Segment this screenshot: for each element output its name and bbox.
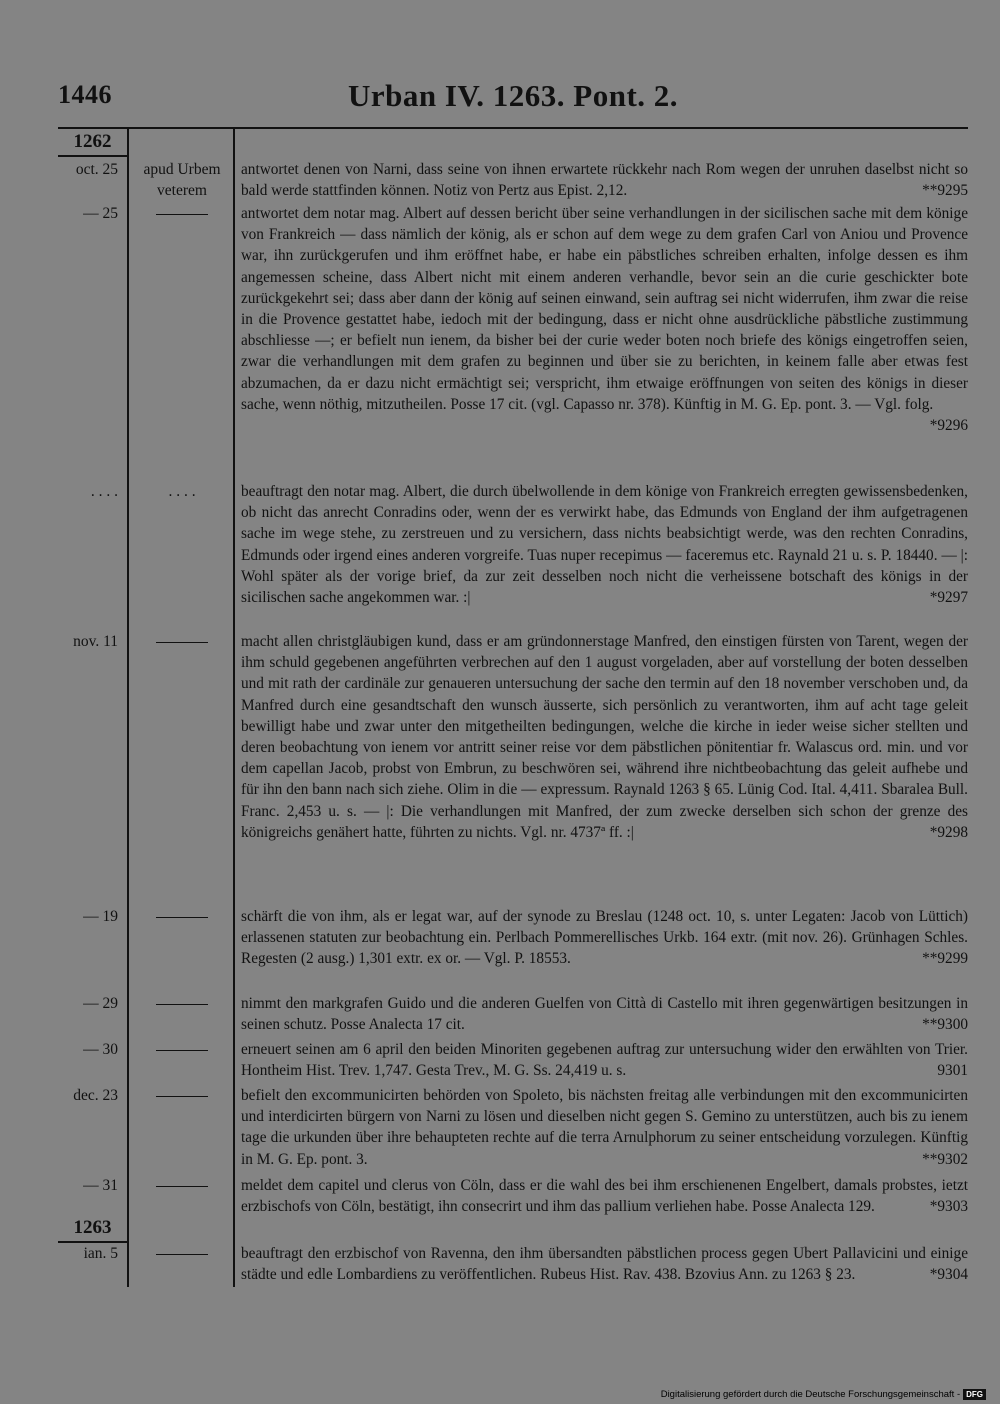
ditto-dash bbox=[156, 1254, 208, 1255]
year-rule bbox=[58, 155, 128, 157]
entry-text bbox=[241, 993, 968, 1035]
entry-number: **9302 bbox=[922, 1150, 968, 1168]
entry-number: **9295 bbox=[922, 182, 968, 200]
year-label: 1262 bbox=[73, 131, 112, 152]
entry-number: *9298 bbox=[929, 823, 968, 841]
running-title: Urban IV. 1263. Pont. 2. bbox=[347, 78, 679, 113]
digitization-credit bbox=[661, 1389, 986, 1400]
entry-text bbox=[241, 481, 968, 608]
entry-text bbox=[241, 631, 968, 843]
entry-body: befielt den excommunicirten behörden von Spoleto, bis nächsten freitag alle verbindungen mit den excommunicirten und interdicirten bürgern von Narni zu lösen und dieselben nicht gegen S. Gemino zu unterstützen, auch bis zu ienem tage die urkunden über ihre behaupteten rechte auf die terra Arnulphorum zu seiner entscheidung vorzulegen. Künftig in M. G. Ep. pont. 3. bbox=[241, 1087, 968, 1168]
column-divider-place bbox=[233, 127, 235, 1287]
entry-body: schärft die von ihm, als er legat war, auf der synode zu Breslau (1248 oct. 10, s. unter Legaten: Jacob von Lüttich) erlassenen statuten zur beobachtung ein. Perlbach Pommerellisches Urkb. 164 extr. (mit nov. 26). Grünhagen Schles. Regesten (2 ausg.) 1,301 extr. ex or. — Vgl. P. 18553. bbox=[241, 908, 968, 968]
entry-date: dec. 23 bbox=[73, 1087, 118, 1104]
ditto-dash bbox=[156, 214, 208, 215]
header-rule bbox=[58, 127, 968, 129]
ditto-dash bbox=[156, 1186, 208, 1187]
entry-text bbox=[241, 1243, 968, 1285]
entry-number: **9300 bbox=[922, 1016, 968, 1034]
entry-date: — 30 bbox=[83, 1041, 118, 1058]
credit-text: Digitalisierung gefördert durch die Deutsche Forschungsgemeinschaft - bbox=[660, 1389, 961, 1401]
ditto-dash bbox=[156, 1096, 208, 1097]
page-header bbox=[58, 78, 968, 118]
entry-date: . . . . bbox=[90, 483, 118, 500]
ditto-dash bbox=[156, 1004, 208, 1005]
entry-text bbox=[241, 1175, 968, 1217]
entry-date: — 25 bbox=[83, 205, 118, 222]
entry-body: beauftragt den erzbischof von Ravenna, den ihm übersandten päbstlichen process gegen Ubert Pallavicini und einige städte und edle Lombardiens zu veröffentlichen. Rubeus Hist. Rav. 438. Bzovius Ann. zu 1263 § 23. bbox=[241, 1245, 968, 1284]
entry-body: macht allen christgläubigen kund, dass er am gründonnerstage Manfred, den einstigen fürsten von Tarent, wegen der ihm schuld gegebenen angeführten verbrechen auf den 1 august vorgeladen, aber auf vorstellung der boten desselben und mit rath der cardinäle zur genaueren untersuchung der sache den termin auf den 18 november verschoben und, da Manfred durch eine gesandtschaft den wunsch äusserte, sich persönlich zu verantworten, ihm auf acht tage geleit bewilligt habe und zwar unter den mitgetheilten bedingungen, welche die kirche in ieder weise sicher stellten und deren beobachtung von ienem vor antritt seiner reise vor dem päbstlichen pönitentiar fr. Walascus ord. min. und vor dem capellan Jacob, probst von Embrun, zu beschwören sei, während ihre nichtbeobachtung das geleit aufhebe und für ihn den bann nach sich ziehe. Olim in die — expressum. Raynald 1263 § 65. Lünig Cod. Ital. 4,411. Sbaralea Bull. Franc. 2,453 u. s. — |: Die verhandlungen mit Manfred, der zum zwecke derselben sich schon der grenze des königreichs genähert hatte, führten zu nichts. Vgl. nr. 4737ª ff. :| bbox=[241, 633, 968, 841]
entry-body: meldet dem capitel und clerus von Cöln, dass er die wahl des bei ihm erschienenen Engelbert, damals probstes, ietzt erzbischofs von Cöln, bestätigt, ihn consecrirt und ihm das pallium verliehen habe. Posse Analecta 129. bbox=[241, 1177, 968, 1216]
entry-body: beauftragt den notar mag. Albert, die durch übelwollende in dem könige von Frankreich erregten gewissensbedenken, ob nicht das anrecht Conradins oder, wenn der es verwirkt habe, das Edmunds von England der ihm aufgetragenen sache im wege stehe, zu zerstreuen und zu versichern, dass nichts beabsichtigt werde, was den rechten Conradins, Edmunds oder irgend eines anderen vorgreife. Tuas nuper recepimus — faceremus etc. Raynald 21 u. s. P. 18440. — |: Wohl später als der vorige brief, da zur zeit desselben noch nicht die verheissene botschaft des königs in der sicilischen sache angekommen war. :| bbox=[241, 483, 968, 607]
entry-number: *9304 bbox=[929, 1266, 968, 1284]
entry-body: antwortet denen von Narni, dass seine von ihnen erwartete rückkehr nach Rom wegen der unruhen daselbst nicht so bald werde stattfinden können. Notiz von Pertz aus Epist. 2,12. bbox=[241, 161, 968, 200]
entry-date: — 19 bbox=[83, 908, 118, 925]
entry-date: — 31 bbox=[83, 1177, 118, 1194]
entry-place: . . . . bbox=[168, 483, 196, 500]
entry-date: nov. 11 bbox=[73, 633, 118, 650]
entry-number: **9299 bbox=[922, 950, 968, 968]
entry-date: ian. 5 bbox=[83, 1245, 118, 1262]
dfg-logo: DFG bbox=[963, 1389, 986, 1400]
entry-number: 9301 bbox=[937, 1062, 968, 1080]
entry-body: antwortet dem notar mag. Albert auf dessen bericht über seine verhandlungen in der sicilischen sache mit dem könige von Frankreich — dass nämlich der könig, als er schon auf dem wege zu dem grafen Carl von Aniou und Provence war, ihn zurückgerufen und ihm eröffnet habe, er habe ein päbstliches schreiben erhalten, infolge dessen es ihm angemessen scheine, dass Albert nicht mit einem anderen verhandle, bevor sein an die curie geschickter bote zurückgekehrt sei; dass aber dann der könig auf seinen einwand, sein auftrag sei nicht widerrufen, ihm zwar die reise in die Provence gestattet habe, iedoch mit der bedingung, dass er nicht ohne ausdrückliche päbstliche zustimmung abschliesse —; er befielt nun ienem, da bisher bei der curie weder boten noch briefe des königs eingetroffen seien, zwar die verhandlungen mit dem grafen zu beginnen und über sie zu berichten, in keinem falle aber etwas fest abzumachen, da er dazu nicht ermächtigt sei; verspricht, ihm etwaige eröffnungen von seiten des königs in dieser sache, wenn nöthig, mitzutheilen. Posse 17 cit. (vgl. Capasso nr. 378). Künftig in M. G. Ep. pont. 3. — Vgl. folg. bbox=[241, 205, 968, 413]
entry-date: oct. 25 bbox=[75, 161, 118, 178]
entry-number: *9303 bbox=[929, 1198, 968, 1216]
entry-place: apud Urbem veterem bbox=[143, 161, 221, 200]
entry-body: erneuert seinen am 6 april den beiden Minoriten gegebenen auftrag zur untersuchung wider den erwählten von Trier. Hontheim Hist. Trev. 1,747. Gesta Trev., M. G. Ss. 24,419 u. s. bbox=[241, 1041, 968, 1080]
year-label: 1263 bbox=[73, 1217, 112, 1238]
entry-text bbox=[241, 1039, 968, 1081]
ditto-dash bbox=[156, 642, 208, 643]
page-number: 1446 bbox=[58, 80, 112, 109]
entry-text bbox=[241, 1085, 968, 1170]
ditto-dash bbox=[156, 1050, 208, 1051]
entry-text bbox=[241, 906, 968, 970]
column-divider-date bbox=[127, 127, 129, 1287]
entry-text bbox=[241, 159, 968, 201]
ditto-dash bbox=[156, 917, 208, 918]
entry-date: — 29 bbox=[83, 995, 118, 1012]
entry-body: nimmt den markgrafen Guido und die anderen Guelfen von Città di Castello mit ihren gegenwärtigen besitzungen in seinen schutz. Posse Analecta 17 cit. bbox=[241, 995, 968, 1034]
entry-number: *9296 bbox=[929, 417, 968, 435]
entry-text bbox=[241, 203, 968, 436]
entry-number: *9297 bbox=[929, 589, 968, 607]
